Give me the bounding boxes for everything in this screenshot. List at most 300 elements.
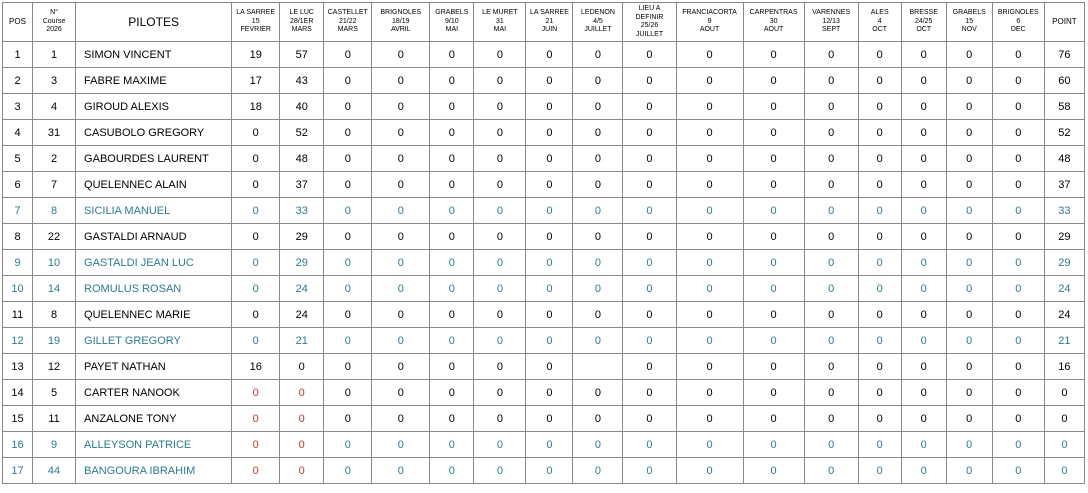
event-score-cell: 0 (324, 42, 372, 68)
total-points-cell: 24 (1044, 302, 1084, 328)
event-header-line: 30 (769, 17, 778, 25)
event-score-cell: 0 (372, 432, 430, 458)
event-score-cell: 0 (901, 328, 946, 354)
event-score-cell: 0 (992, 120, 1044, 146)
event-header-line: 15 (251, 17, 260, 25)
event-score-cell: 0 (946, 432, 992, 458)
event-score-cell: 0 (573, 42, 623, 68)
event-score-cell: 0 (901, 302, 946, 328)
position-cell: 10 (3, 276, 33, 302)
event-header-line: MARS (291, 26, 312, 34)
course-number-cell: 8 (33, 302, 76, 328)
event-score-cell: 0 (804, 68, 858, 94)
event-score-cell: 0 (676, 406, 743, 432)
event-score-cell: 0 (858, 146, 901, 172)
event-score-cell: 0 (324, 328, 372, 354)
event-score-cell: 0 (526, 302, 573, 328)
course-number-cell: 10 (33, 250, 76, 276)
event-score-cell: 0 (743, 432, 804, 458)
event-score-cell: 0 (676, 302, 743, 328)
total-points-cell: 37 (1044, 172, 1084, 198)
event-score-cell: 0 (858, 380, 901, 406)
event-score-cell: 52 (280, 120, 324, 146)
event-score-cell: 0 (324, 302, 372, 328)
event-score-cell: 0 (623, 354, 676, 380)
event-header-line: LA SARREE (236, 9, 276, 17)
event-score-cell: 0 (623, 146, 676, 172)
event-score-cell: 0 (623, 198, 676, 224)
event-score-cell: 0 (430, 120, 474, 146)
event-score-cell: 0 (676, 224, 743, 250)
event-score-cell: 0 (526, 42, 573, 68)
event-header (992, 3, 1044, 42)
event-score-cell: 0 (232, 302, 280, 328)
event-header-line: FRANCIACORTA (682, 9, 737, 17)
event-score-cell: 0 (623, 380, 676, 406)
event-score-cell: 0 (372, 172, 430, 198)
event-score-cell: 0 (372, 94, 430, 120)
event-score-cell: 0 (430, 94, 474, 120)
position-cell: 2 (3, 68, 33, 94)
total-points-cell: 60 (1044, 68, 1084, 94)
total-points-cell: 24 (1044, 276, 1084, 302)
event-header (526, 3, 573, 42)
event-score-cell: 0 (743, 380, 804, 406)
event-score-cell: 0 (946, 42, 992, 68)
event-header-line: 9 (707, 17, 712, 25)
event-score-cell: 0 (743, 406, 804, 432)
event-header-line: 21 (545, 17, 554, 25)
event-score-cell: 0 (858, 328, 901, 354)
event-header-line: GRABELS (435, 9, 469, 17)
event-score-cell: 0 (573, 198, 623, 224)
event-score-cell: 0 (324, 146, 372, 172)
event-score-cell: 0 (474, 276, 526, 302)
position-cell: 6 (3, 172, 33, 198)
event-score-cell: 0 (804, 302, 858, 328)
event-score-cell: 0 (474, 94, 526, 120)
course-number-cell: 19 (33, 328, 76, 354)
event-score-cell: 29 (280, 250, 324, 276)
table-row (3, 354, 1085, 380)
event-header-line: CARPENTRAS (749, 9, 798, 17)
course-number-cell: 22 (33, 224, 76, 250)
course-number-cell: 44 (33, 458, 76, 484)
position-cell: 17 (3, 458, 33, 484)
event-score-cell: 0 (858, 42, 901, 68)
event-header-line: 24/25 (914, 17, 933, 25)
event-score-cell: 0 (573, 172, 623, 198)
event-score-cell: 0 (804, 380, 858, 406)
event-score-cell: 0 (676, 432, 743, 458)
event-score-cell: 0 (992, 302, 1044, 328)
event-score-cell: 0 (676, 250, 743, 276)
event-header-line: JUILLET (635, 30, 664, 38)
event-score-cell: 0 (901, 68, 946, 94)
event-score-cell: 21 (280, 328, 324, 354)
event-score-cell: 0 (992, 146, 1044, 172)
total-points-cell: 76 (1044, 42, 1084, 68)
event-score-cell: 33 (280, 198, 324, 224)
event-score-cell: 0 (324, 94, 372, 120)
pilot-name-cell: GASTALDI JEAN LUC (76, 250, 232, 276)
event-score-cell: 0 (623, 328, 676, 354)
event-score-cell: 0 (946, 68, 992, 94)
event-header-line: AVRIL (390, 26, 411, 34)
event-score-cell: 0 (430, 146, 474, 172)
event-score-cell: 0 (946, 302, 992, 328)
event-score-cell: 0 (804, 198, 858, 224)
event-score-cell: 57 (280, 42, 324, 68)
event-header-line: 18/19 (392, 17, 410, 25)
event-header (858, 3, 901, 42)
event-score-cell: 0 (474, 432, 526, 458)
event-header-line: 31 (495, 17, 504, 25)
event-score-cell: 0 (430, 354, 474, 380)
event-score-cell: 0 (372, 458, 430, 484)
pilot-name-cell: SIMON VINCENT (76, 42, 232, 68)
event-score-cell: 0 (623, 42, 676, 68)
event-score-cell: 0 (901, 354, 946, 380)
event-header-line: OCT (916, 26, 932, 34)
event-score-cell: 0 (232, 328, 280, 354)
event-header-line: 28/1ER (290, 17, 314, 25)
event-score-cell: 0 (946, 146, 992, 172)
event-score-cell: 0 (430, 432, 474, 458)
event-score-cell: 0 (623, 406, 676, 432)
pilot-name-cell: BANGOURA IBRAHIM (76, 458, 232, 484)
event-score-cell: 0 (676, 276, 743, 302)
pilot-name-cell: GABOURDES LAURENT (76, 146, 232, 172)
event-header-line: 9/10 (445, 17, 459, 25)
event-score-cell: 18 (232, 94, 280, 120)
event-score-cell: 48 (280, 146, 324, 172)
event-header-line: LEDENON (581, 9, 615, 17)
event-score-cell: 0 (232, 380, 280, 406)
event-header-line: JUIN (541, 26, 558, 34)
course-number-cell: 11 (33, 406, 76, 432)
event-header-line: CASTELLET (327, 9, 368, 17)
event-score-cell: 0 (324, 120, 372, 146)
event-score-cell: 0 (901, 276, 946, 302)
event-score-cell: 0 (526, 458, 573, 484)
event-score-cell: 0 (324, 172, 372, 198)
event-score-cell: 0 (324, 354, 372, 380)
event-score-cell: 0 (280, 432, 324, 458)
event-score-cell: 0 (743, 94, 804, 120)
position-cell: 7 (3, 198, 33, 224)
table-header (3, 3, 1085, 42)
event-score-cell: 0 (676, 328, 743, 354)
event-header-line: BRESSE (909, 9, 938, 17)
event-score-cell: 0 (992, 458, 1044, 484)
event-score-cell: 0 (804, 328, 858, 354)
course-number-cell: 2 (33, 146, 76, 172)
event-score-cell: 0 (474, 380, 526, 406)
event-score-cell: 0 (992, 172, 1044, 198)
event-score-cell: 0 (901, 172, 946, 198)
table-row (3, 42, 1085, 68)
event-score-cell: 17 (232, 68, 280, 94)
course-number-cell: 1 (33, 42, 76, 68)
event-score-cell: 0 (372, 276, 430, 302)
event-score-cell: 0 (946, 120, 992, 146)
pilot-name-cell: QUELENNEC ALAIN (76, 172, 232, 198)
event-score-cell: 0 (430, 68, 474, 94)
total-points-cell: 21 (1044, 328, 1084, 354)
event-score-cell: 0 (526, 250, 573, 276)
event-score-cell: 0 (676, 458, 743, 484)
event-score-cell: 0 (992, 250, 1044, 276)
event-score-cell: 0 (858, 224, 901, 250)
event-score-cell: 0 (858, 172, 901, 198)
event-header (623, 3, 676, 42)
event-score-cell: 0 (992, 354, 1044, 380)
table-row (3, 458, 1085, 484)
table-row (3, 172, 1085, 198)
event-score-cell: 0 (372, 406, 430, 432)
course-number-cell: 3 (33, 68, 76, 94)
table-row (3, 276, 1085, 302)
event-score-cell: 0 (992, 198, 1044, 224)
position-cell: 9 (3, 250, 33, 276)
event-score-cell: 0 (946, 172, 992, 198)
event-score-cell: 0 (324, 406, 372, 432)
event-score-cell: 0 (573, 68, 623, 94)
event-header-line: ALES (870, 9, 889, 17)
event-score-cell: 0 (474, 250, 526, 276)
event-header-line: 15 (965, 17, 974, 25)
event-score-cell: 0 (858, 302, 901, 328)
pilot-name-cell: GASTALDI ARNAUD (76, 224, 232, 250)
event-score-cell: 0 (743, 42, 804, 68)
event-score-cell: 0 (992, 406, 1044, 432)
event-score-cell: 0 (573, 120, 623, 146)
event-score-cell: 0 (858, 432, 901, 458)
event-score-cell: 16 (232, 354, 280, 380)
position-cell: 5 (3, 146, 33, 172)
event-score-cell: 0 (372, 42, 430, 68)
event-score-cell: 0 (743, 276, 804, 302)
event-score-cell: 0 (474, 406, 526, 432)
table-row (3, 198, 1085, 224)
event-score-cell: 0 (430, 276, 474, 302)
event-score-cell: 0 (743, 302, 804, 328)
event-score-cell: 0 (372, 198, 430, 224)
event-score-cell: 0 (526, 172, 573, 198)
event-score-cell: 0 (804, 354, 858, 380)
course-number-header-line: 2026 (46, 26, 62, 34)
event-score-cell: 0 (430, 250, 474, 276)
course-number-cell: 31 (33, 120, 76, 146)
event-score-cell: 0 (474, 68, 526, 94)
event-score-cell: 0 (430, 380, 474, 406)
event-score-cell: 0 (858, 94, 901, 120)
event-score-cell: 0 (526, 432, 573, 458)
event-header-line: LIEU A (638, 5, 661, 12)
course-number-header (33, 3, 76, 42)
standings-table (2, 2, 1085, 484)
position-cell: 3 (3, 94, 33, 120)
table-row (3, 224, 1085, 250)
event-score-cell: 0 (946, 328, 992, 354)
table-body (3, 42, 1085, 484)
position-cell: 15 (3, 406, 33, 432)
event-header-line: 21/22 (339, 17, 357, 25)
event-score-cell: 0 (858, 458, 901, 484)
event-score-cell: 0 (474, 146, 526, 172)
total-points-cell: 0 (1044, 406, 1084, 432)
event-score-cell: 0 (232, 406, 280, 432)
event-score-cell: 0 (946, 198, 992, 224)
event-score-cell: 0 (623, 68, 676, 94)
event-score-cell: 0 (526, 406, 573, 432)
table-row (3, 94, 1085, 120)
event-score-cell: 0 (232, 276, 280, 302)
event-score-cell: 0 (992, 328, 1044, 354)
course-number-cell: 7 (33, 172, 76, 198)
event-score-cell: 0 (526, 146, 573, 172)
position-cell: 12 (3, 328, 33, 354)
event-header-line: LE LUC (289, 9, 314, 17)
total-points-cell: 52 (1044, 120, 1084, 146)
event-score-cell: 0 (946, 250, 992, 276)
event-score-cell: 0 (573, 224, 623, 250)
event-score-cell: 0 (232, 432, 280, 458)
table-row (3, 302, 1085, 328)
event-score-cell: 0 (573, 458, 623, 484)
event-score-cell: 0 (676, 172, 743, 198)
position-cell: 11 (3, 302, 33, 328)
total-points-cell: 16 (1044, 354, 1084, 380)
event-score-cell: 0 (573, 276, 623, 302)
event-score-cell: 0 (901, 432, 946, 458)
event-score-cell: 0 (372, 120, 430, 146)
event-score-cell: 0 (526, 224, 573, 250)
event-score-cell: 0 (901, 380, 946, 406)
event-score-cell: 0 (743, 172, 804, 198)
event-score-cell: 0 (430, 198, 474, 224)
event-score-cell: 0 (946, 380, 992, 406)
course-number-cell: 8 (33, 198, 76, 224)
event-score-cell: 0 (676, 146, 743, 172)
event-score-cell: 0 (623, 276, 676, 302)
event-score-cell: 0 (858, 120, 901, 146)
position-cell: 8 (3, 224, 33, 250)
event-score-cell: 0 (526, 68, 573, 94)
total-points-cell: 48 (1044, 146, 1084, 172)
event-score-cell: 0 (372, 68, 430, 94)
event-score-cell: 0 (573, 328, 623, 354)
event-score-cell: 0 (623, 302, 676, 328)
event-score-cell: 0 (992, 276, 1044, 302)
event-score-cell: 0 (474, 328, 526, 354)
table-row (3, 380, 1085, 406)
event-score-cell: 0 (623, 120, 676, 146)
event-header (280, 3, 324, 42)
event-score-cell: 0 (676, 198, 743, 224)
event-score-cell: 0 (858, 276, 901, 302)
event-header-line: BRIGNOLES (997, 9, 1039, 17)
pilot-name-cell: PAYET NATHAN (76, 354, 232, 380)
event-score-cell: 0 (743, 68, 804, 94)
event-header (743, 3, 804, 42)
event-score-cell: 0 (946, 276, 992, 302)
event-score-cell (573, 354, 623, 380)
event-header-line: BRIGNOLES (380, 9, 422, 17)
event-score-cell: 0 (743, 354, 804, 380)
event-header (946, 3, 992, 42)
event-score-cell: 0 (901, 406, 946, 432)
event-score-cell: 0 (430, 328, 474, 354)
event-header (430, 3, 474, 42)
event-score-cell: 43 (280, 68, 324, 94)
event-score-cell: 0 (946, 406, 992, 432)
event-score-cell: 0 (324, 250, 372, 276)
event-score-cell: 0 (676, 68, 743, 94)
event-header (474, 3, 526, 42)
event-score-cell: 0 (858, 68, 901, 94)
event-score-cell: 0 (526, 328, 573, 354)
event-header-line: NOV (961, 26, 977, 34)
event-score-cell: 0 (992, 42, 1044, 68)
event-score-cell: 0 (676, 94, 743, 120)
event-score-cell: 0 (324, 224, 372, 250)
event-score-cell: 0 (372, 224, 430, 250)
event-score-cell: 0 (858, 354, 901, 380)
table-row (3, 68, 1085, 94)
pilot-name-cell: ANZALONE TONY (76, 406, 232, 432)
event-score-cell: 0 (526, 380, 573, 406)
event-score-cell: 0 (992, 432, 1044, 458)
table-row (3, 432, 1085, 458)
course-number-cell: 4 (33, 94, 76, 120)
event-score-cell: 0 (901, 458, 946, 484)
event-header-line: AOUT (699, 26, 720, 34)
event-score-cell: 0 (232, 458, 280, 484)
event-score-cell: 0 (280, 380, 324, 406)
event-score-cell: 0 (676, 42, 743, 68)
pilotes-header: PILOTES (76, 3, 232, 42)
event-score-cell: 29 (280, 224, 324, 250)
total-points-cell: 29 (1044, 250, 1084, 276)
event-score-cell: 0 (573, 432, 623, 458)
event-score-cell: 0 (526, 120, 573, 146)
pilot-name-cell: ALLEYSON PATRICE (76, 432, 232, 458)
position-cell: 16 (3, 432, 33, 458)
position-cell: 1 (3, 42, 33, 68)
total-points-cell: 33 (1044, 198, 1084, 224)
event-header-line: MAI (493, 26, 507, 34)
event-header (573, 3, 623, 42)
event-score-cell: 0 (623, 172, 676, 198)
event-score-cell: 0 (804, 432, 858, 458)
event-score-cell: 0 (573, 146, 623, 172)
event-header-line: OCT (872, 26, 888, 34)
event-score-cell: 0 (804, 406, 858, 432)
event-score-cell: 24 (280, 302, 324, 328)
event-header-line: JUILLET (584, 26, 612, 34)
event-score-cell: 0 (430, 406, 474, 432)
event-score-cell: 0 (280, 354, 324, 380)
event-header-line: 6 (1016, 17, 1021, 25)
event-header (676, 3, 743, 42)
event-score-cell: 19 (232, 42, 280, 68)
event-score-cell: 0 (372, 146, 430, 172)
event-score-cell: 0 (858, 250, 901, 276)
event-score-cell: 0 (743, 198, 804, 224)
event-header-line: 25/26 (640, 22, 659, 29)
